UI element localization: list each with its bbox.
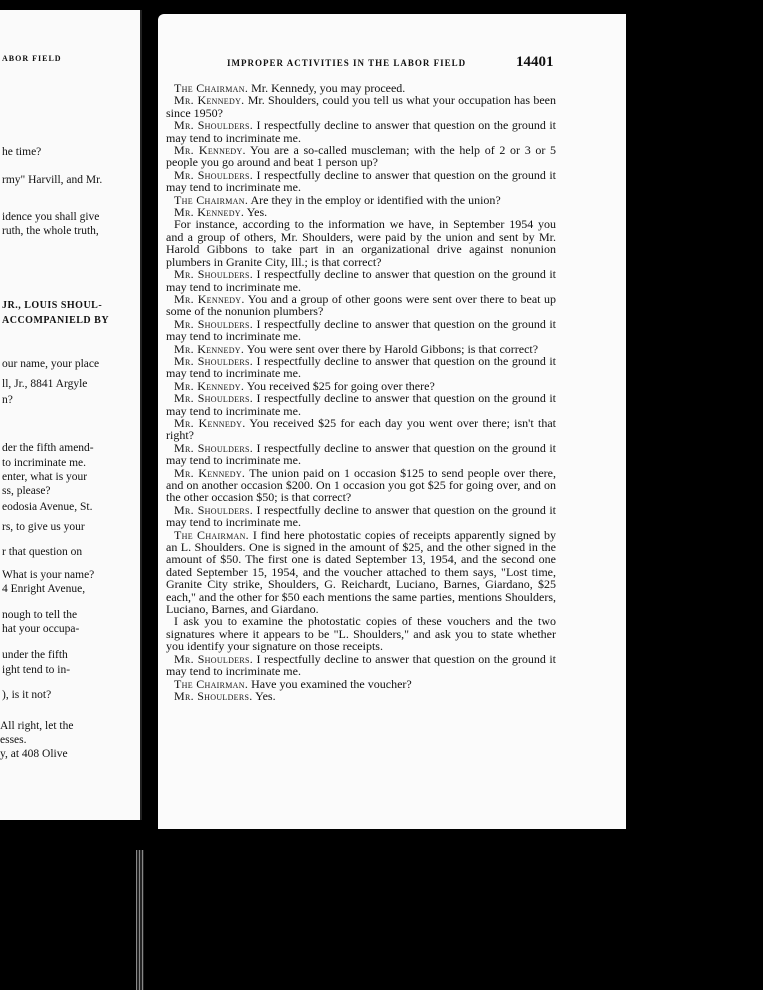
- testimony-paragraph: [166, 293, 556, 318]
- speaker-name: The Chairman.: [174, 192, 249, 207]
- speaker-name: Mr. Kennedy.: [174, 291, 245, 306]
- left-page-line: eodosia Avenue, St.: [2, 501, 93, 513]
- paragraph-text: Yes.: [252, 688, 276, 703]
- paragraph-text: The union paid on 1 occasion $125 to send people over there, and on another occasion $200. On 1 occasion you got $25 for going over, and on the other occasion $50; is that correct?: [166, 465, 556, 505]
- speaker-name: Mr. Kennedy.: [174, 378, 245, 393]
- left-page-line: to incriminate me.: [2, 457, 86, 469]
- testimony-paragraph: [166, 442, 556, 467]
- testimony-paragraph: [166, 467, 556, 504]
- left-page-line: ), is it not?: [2, 689, 52, 701]
- paragraph-text: You were sent over there by Harold Gibbons; is that correct?: [244, 341, 539, 356]
- testimony-paragraph: [166, 169, 556, 194]
- paragraph-text: Are they in the employ or identified with the union?: [248, 192, 501, 207]
- left-page-line: rs, to give us your: [2, 521, 85, 533]
- left-page-line: rmy" Harvill, and Mr.: [2, 174, 103, 186]
- speaker-name: Mr. Shoulders.: [174, 353, 254, 368]
- left-page-line: JR., LOUIS SHOUL-: [2, 300, 103, 311]
- testimony-paragraph: [166, 615, 556, 652]
- paragraph-text: You are a so-called muscleman; with the help of 2 or 3 or 5 people you go around and beat 1 person up?: [166, 143, 557, 170]
- paragraph-text: I respectfully decline to answer that question on the ground it may tend to incriminate me.: [166, 316, 556, 344]
- speaker-name: Mr. Kennedy.: [174, 143, 246, 158]
- document-page: [158, 14, 626, 829]
- paragraph-text: I respectfully decline to answer that question on the ground it may tend to incriminate me.: [166, 353, 556, 381]
- speaker-name: Mr. Shoulders.: [174, 651, 254, 666]
- paragraph-text: I respectfully decline to answer that question on the ground it may tend to incriminate me.: [166, 440, 556, 468]
- testimony-paragraph: [166, 392, 556, 417]
- left-page-line: esses.: [0, 734, 27, 746]
- paragraph-text: I respectfully decline to answer that question on the ground it may tend to incriminate me.: [166, 502, 556, 530]
- paragraph-text: You received $25 for going over there?: [244, 378, 435, 393]
- page-edge-shade: [136, 850, 144, 990]
- left-page-line: ss, please?: [2, 485, 51, 497]
- speaker-name: The Chairman.: [174, 81, 249, 95]
- left-page-line: our name, your place: [2, 358, 100, 370]
- left-page-line: ACCOMPANIELD BY: [2, 315, 110, 326]
- left-page-line: hat your occupa-: [2, 623, 80, 635]
- speaker-name: Mr. Kennedy.: [174, 415, 246, 430]
- testimony-paragraph: [166, 268, 556, 293]
- left-page-line: ruth, the whole truth,: [2, 225, 99, 237]
- testimony-paragraph: [166, 355, 556, 380]
- speaker-name: Mr. Shoulders.: [174, 688, 253, 703]
- testimony-paragraph: [166, 690, 556, 702]
- left-page-line: enter, what is your: [2, 471, 88, 483]
- left-page-line: All right, let the: [0, 720, 74, 732]
- speaker-name: Mr. Shoulders.: [174, 167, 254, 182]
- paragraph-text: Mr. Kennedy, you may proceed.: [248, 81, 406, 95]
- speaker-name: Mr. Kennedy.: [174, 205, 245, 220]
- paragraph-text: I respectfully decline to answer that question on the ground it may tend to incriminate me.: [166, 391, 556, 418]
- paragraph-text: I respectfully decline to answer that question on the ground it may tend to incriminate me.: [166, 118, 556, 145]
- paragraph-text: I respectfully decline to answer that question on the ground it may tend to incriminate me.: [166, 651, 556, 679]
- testimony-paragraph: [166, 653, 556, 678]
- speaker-name: Mr. Shoulders.: [174, 502, 254, 517]
- testimony-paragraph: [166, 94, 556, 119]
- speaker-name: The Chairman.: [174, 676, 249, 691]
- paragraph-text: Have you examined the voucher?: [248, 676, 412, 691]
- testimony-paragraph: [166, 318, 556, 343]
- page-number: 14401: [516, 54, 554, 70]
- speaker-name: Mr. Shoulders.: [174, 391, 254, 406]
- testimony-paragraph: [166, 504, 556, 529]
- paragraph-text: Mr. Shoulders, could you tell us what your occupation has been since 1950?: [166, 93, 556, 120]
- paragraph-text: I find here photostatic copies of receipts apparently signed by an L. Shoulders. One is signed in the amount of $25, and the other signed in the amount of $50. The first one is dated September 13, 1954, and the second one dated September 15, 1954, and the voucher attached to them says, "Lost time, Granite City strike, Shoulders, G. Reichardt, Luciano, Barnes, Giardano, $25 each," and the other for $50 each mentions the same parties, mentions Shoulders, Luciano, Barnes, and Giardano.: [166, 527, 556, 617]
- speaker-name: Mr. Shoulders.: [174, 118, 254, 133]
- left-page-line: ight tend to in-: [2, 664, 71, 676]
- left-page-line: der the fifth amend-: [2, 442, 94, 454]
- left-running-head: ABOR FIELD: [2, 54, 62, 63]
- left-page-line: under the fifth: [2, 649, 68, 661]
- left-page-line: ll, Jr., 8841 Argyle: [2, 378, 88, 390]
- left-page-line: r that question on: [2, 546, 83, 558]
- speaker-name: Mr. Shoulders.: [174, 267, 254, 282]
- running-head: IMPROPER ACTIVITIES IN THE LABOR FIELD: [227, 58, 467, 68]
- speaker-name: Mr. Kennedy.: [174, 93, 245, 108]
- speaker-name: Mr. Kennedy.: [174, 341, 245, 356]
- left-page-line: What is your name?: [2, 569, 95, 581]
- paragraph-text: For instance, according to the information we have, in September 1954 you and a group of others, Mr. Shoulders, were paid by the union and sent by Mr. Harold Gibbons to take part in an organizational drive against nonunion plumbers in Granite City, Ill.; is that correct?: [166, 217, 556, 269]
- speaker-name: Mr. Kennedy.: [174, 465, 246, 480]
- paragraph-text: I respectfully decline to answer that question on the ground it may tend to incriminate me.: [166, 167, 556, 195]
- speaker-name: Mr. Shoulders.: [174, 316, 254, 331]
- left-page-line: 4 Enright Avenue,: [2, 583, 86, 595]
- testimony-paragraph: [166, 417, 556, 442]
- previous-page-fragment: [0, 10, 142, 820]
- left-page-line: he time?: [2, 146, 42, 158]
- left-page-line: idence you shall give: [2, 211, 100, 223]
- testimony-body: [166, 82, 556, 702]
- speaker-name: Mr. Shoulders.: [174, 440, 254, 455]
- left-page-line: nough to tell the: [2, 609, 78, 621]
- testimony-paragraph: [166, 144, 556, 169]
- paragraph-text: Yes.: [244, 205, 268, 220]
- paragraph-text: You received $25 for each day you went over there; isn't that right?: [166, 415, 556, 443]
- paragraph-text: I ask you to examine the photostatic copies of these vouchers and the two signatures where it appears to be "L. Shoulders," and ask you to state whether you identify your signature on those receipts.: [166, 614, 556, 654]
- left-page-line: y, at 408 Olive: [0, 748, 68, 760]
- testimony-paragraph: [166, 119, 556, 144]
- paragraph-text: You and a group of other goons were sent over there to beat up some of the nonunion plumbers?: [166, 291, 557, 319]
- testimony-paragraph: [166, 218, 556, 268]
- left-page-line: n?: [2, 394, 13, 406]
- speaker-name: The Chairman.: [174, 527, 249, 542]
- paragraph-text: I respectfully decline to answer that question on the ground it may tend to incriminate me.: [166, 267, 556, 294]
- testimony-paragraph: [166, 529, 556, 616]
